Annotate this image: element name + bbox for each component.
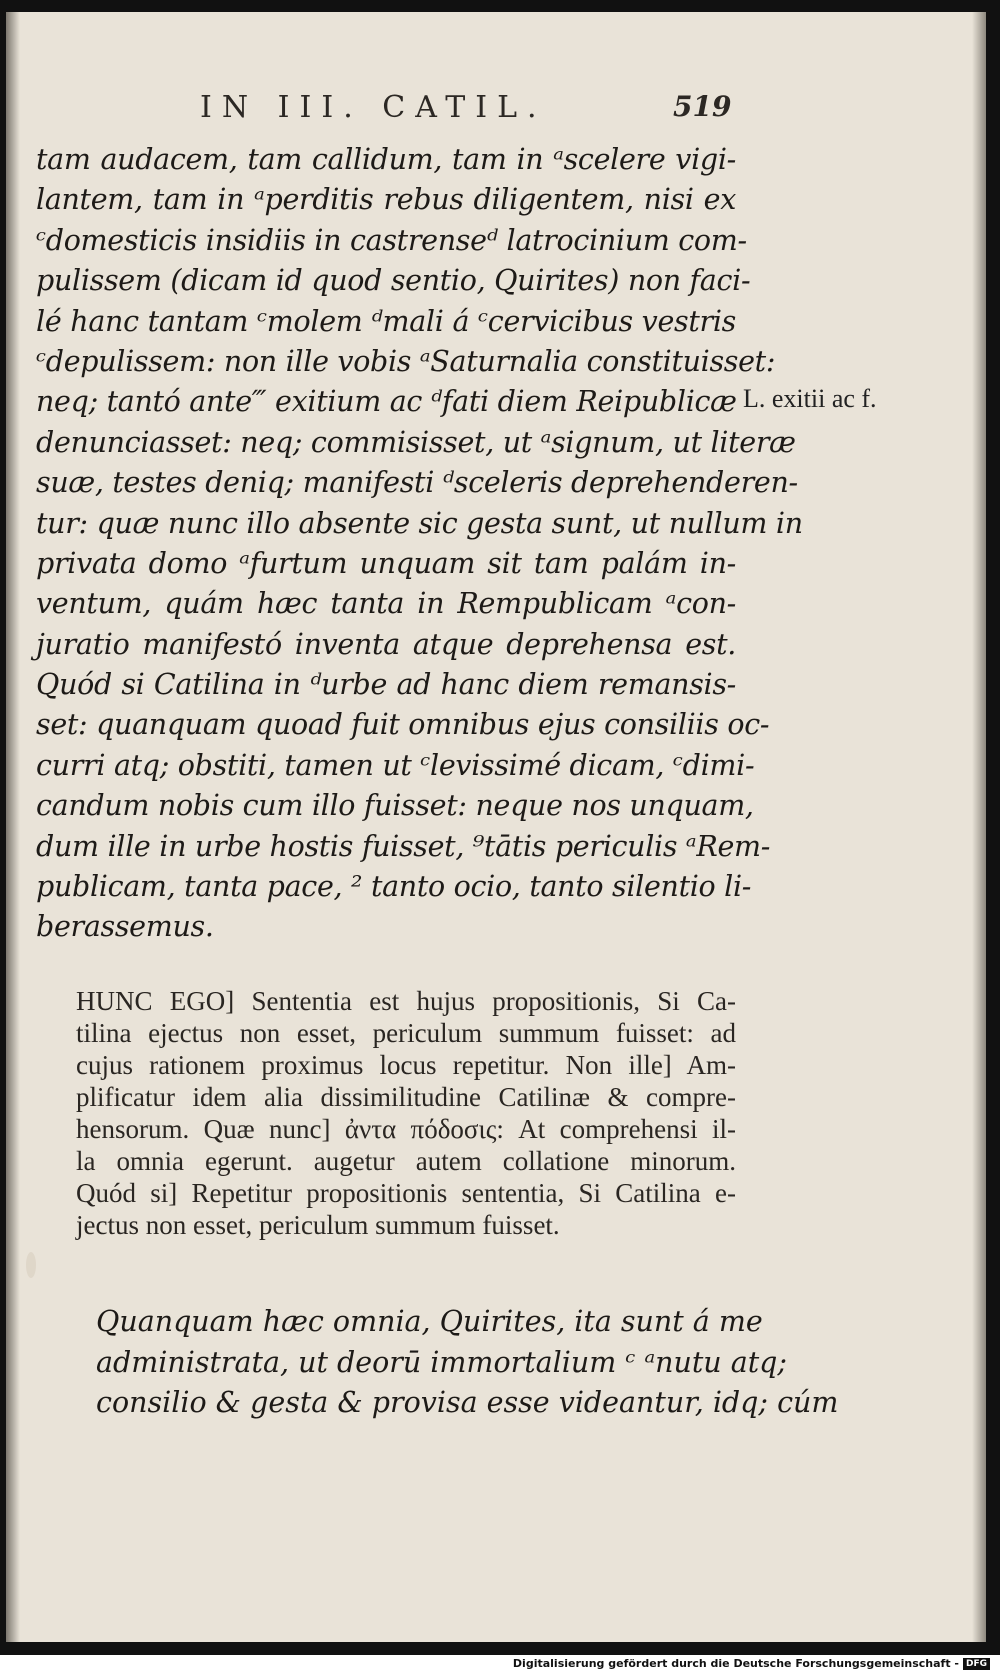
- text-line: candum nobis cum illo fuisset: neque nos unquam,: [36, 789, 754, 823]
- text-line: neq; tantó ante‴ exitium ac ᵈfati diem Reipublicæ: [36, 385, 737, 419]
- digitization-credit: [513, 1657, 990, 1670]
- dfg-logo: DFG: [963, 1658, 990, 1670]
- text-line: juratio manifestó inventa atque deprehensa est.: [36, 627, 736, 661]
- text-line: berassemus.: [36, 910, 214, 944]
- text-line: consilio & gesta & provisa esse videantur, idq; cúm: [96, 1386, 839, 1419]
- text-line: ᶜdomesticis insidiis in castrenseᵈ latrocinium com-: [36, 223, 747, 257]
- text-line: tam audacem, tam callidum, tam in ᵃscelere vigi-: [36, 143, 736, 176]
- text-line: set: quanquam quoad fuit omnibus ejus consiliis oc-: [36, 708, 770, 742]
- text-line: Quód si Catilina in ᵈurbe ad hanc diem remansis-: [36, 668, 736, 702]
- commentary-line: cujus rationem proximus locus repetitur. Non ille] Am-: [76, 1050, 736, 1080]
- commentary-block: [76, 985, 736, 1241]
- commentary-line: tilina ejectus non esset, periculum summum fuisset: ad: [76, 1018, 736, 1048]
- commentary-line: la omnia egerunt. augetur autem collatione minorum.: [76, 1146, 736, 1176]
- text-line: administrata, ut deorū immortalium ᶜ ᵃnutu atq;: [96, 1345, 788, 1379]
- next-section-block: [96, 1302, 839, 1424]
- main-text-block: [36, 140, 803, 948]
- commentary-line: jectus non esset, periculum summum fuisset.: [76, 1210, 560, 1240]
- page-number: 519: [673, 90, 732, 123]
- text-line: pulissem (dicam id quod sentio, Quirites) non faci-: [36, 264, 751, 298]
- text-line: curri atq; obstiti, tamen ut ᶜlevissimé dicam, ᶜdimi-: [36, 748, 755, 782]
- running-head: IN III. CATIL.: [200, 90, 547, 125]
- text-line: ventum, quám hæc tanta in Rempublicam ᵃcon-: [36, 587, 736, 621]
- page-edge: [972, 12, 986, 1642]
- text-line: ᶜdepulissem: non ille vobis ᵃSaturnalia constituisset:: [36, 344, 776, 378]
- text-line: lantem, tam in ᵃperditis rebus diligentem, nisi ex: [36, 183, 736, 217]
- credit-text: Digitalisierung gefördert durch die Deutsche Forschungsgemeinschaft -: [512, 1657, 959, 1670]
- page-gutter: [6, 12, 20, 1642]
- text-line: tur: quæ nunc illo absente sic gesta sunt, ut nullum in: [36, 506, 803, 540]
- commentary-line: plificatur idem alia dissimilitudine Catilinæ & compre-: [76, 1082, 736, 1112]
- paper-stain: [26, 1252, 36, 1278]
- text-line: Quanquam hæc omnia, Quirites, ita sunt á me: [96, 1305, 763, 1338]
- commentary-line: Quód si] Repetitur propositionis sententia, Si Catilina e-: [76, 1178, 736, 1208]
- margin-note: L. exitii ac f.: [743, 384, 877, 413]
- text-line: privata domo ᵃfurtum unquam sit tam palám in-: [36, 546, 736, 580]
- text-line: lé hanc tantam ᶜmolem ᵈmali á ᶜcervicibus vestris: [36, 304, 736, 338]
- text-line: denunciasset: neq; commisisset, ut ᵃsignum, ut literæ: [36, 425, 796, 459]
- text-line: publicam, tanta pace, ² tanto ocio, tanto silentio li-: [36, 870, 752, 904]
- text-line: suæ, testes deniq; manifesti ᵈsceleris deprehenderen-: [36, 466, 798, 500]
- commentary-line: HUNC EGO] Sententia est hujus propositionis, Si Ca-: [76, 986, 736, 1016]
- text-line: dum ille in urbe hostis fuisset, ⁹tātis periculis ᵃRem-: [36, 829, 771, 863]
- commentary-line: hensorum. Quæ nunc] ἀντα πόδοσις: At comprehensi il-: [76, 1114, 736, 1144]
